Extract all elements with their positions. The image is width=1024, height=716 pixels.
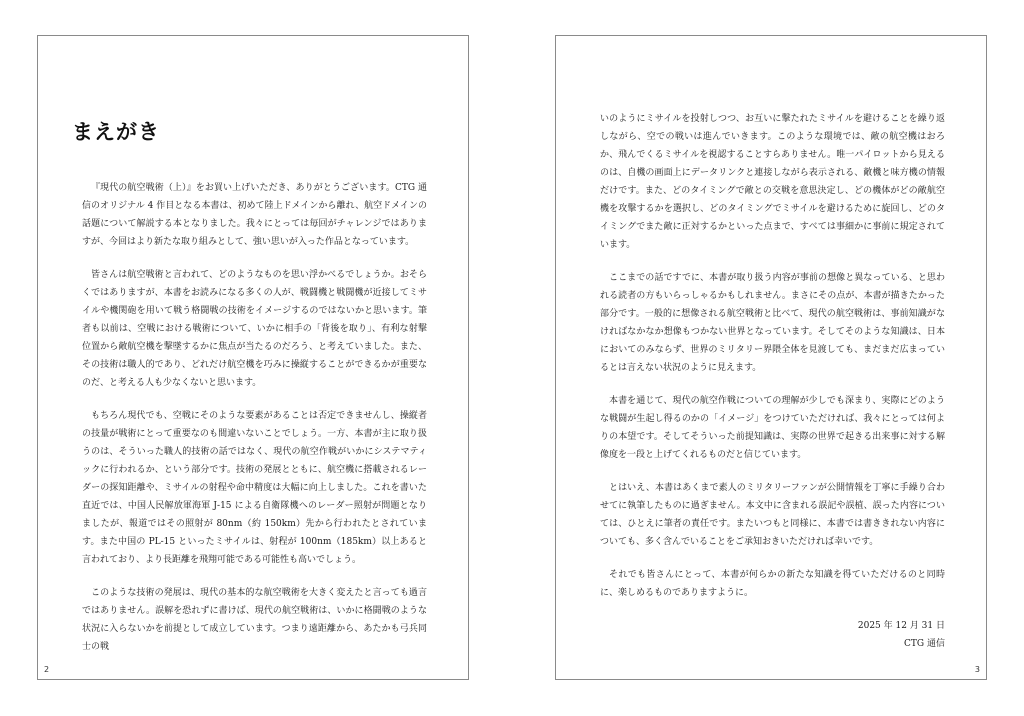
right-page bbox=[555, 35, 987, 680]
page-number: 3 bbox=[974, 665, 980, 674]
paragraph: 皆さんは航空戦術と言われて、どのようなものを思い浮かべるでしょうか。おそらくではありますが、本書をお読みになる多くの人が、戦闘機と戦闘機が近接してミサイルや機関砲を用いて戦う格闘戦の技術をイメージするのではないかと思います。筆者も以前は、空戦における戦術について、いかに相手の「背後を取り」、有利な射撃位置から敵航空機を撃墜するかに焦点が当たるのだろう、と考えていました。また、その技術は職人的であり、どれだけ航空機を巧みに操縦することができるかが重要なのだ、と考える人も少なくないと思います。 bbox=[82, 270, 427, 388]
signature-author: CTG 通信 bbox=[904, 639, 945, 649]
page-title: まえがき bbox=[72, 119, 160, 144]
paragraph: このような技術の発展は、現代の基本的な航空戦術を大きく変えたと言っても過言ではありません。誤解を恐れずに書けば、現代の航空戦術は、いかに格闘戦のような状況に入らないかを前提として成立しています。つまり遠距離から、あたかも弓兵同士の戦 bbox=[82, 588, 427, 652]
paragraph: それでも皆さんにとって、本書が何らかの新たな知識を得ていただけるのと同時に、楽しめるものでありますように。 bbox=[600, 570, 945, 598]
paragraph: 『現代の航空戦術（上）』をお買い上げいただき、ありがとうございます。CTG 通信のオリジナル 4 作目となる本書は、初めて陸上ドメインから離れ、航空ドメインの話題について解説する本となりました。我々にとっては毎回がチャレンジではありますが、今回はより新たな取り組みとして、強い思いが入った作品となっています。 bbox=[82, 183, 427, 247]
page-number: 2 bbox=[44, 665, 50, 674]
paragraph: もちろん現代でも、空戦にそのような要素があることは否定できませんし、操縦者の技量が戦術にとって重要なのも間違いないことでしょう。一方、本書が主に取り扱うのは、そういった職人的技術の話ではなく、現代の航空作戦がいかにシステマティックに行われるか、という部分です。技術の発展とともに、航空機に搭載されるレーダーの探知距離や、ミサイルの射程や命中精度は大幅に向上しました。これを書いた直近では、中国人民解放軍海軍 J-15 による自衛隊機へのレーダー照射が問題となりましたが、報道ではその照射が 80nm（約 150km）先から行われたとされています。また中国の PL-15 といったミサイルは、射程が 100nm（185km）以上あると言われており、より長距離を飛翔可能である可能性も高いでしょう。 bbox=[82, 411, 427, 565]
paragraph: いのようにミサイルを投射しつつ、お互いに撃たれたミサイルを避けることを繰り返しながら、空での戦いは進んでいきます。このような環境では、敵の航空機はおろか、飛んでくるミサイルを視認することすらありません。唯一パイロットから見えるのは、自機の画面上にデータリンクと連接しながら表示される、敵機と味方機の情報だけです。また、どのタイミングで敵との交戦を意思決定し、どの機体がどの敵航空機を攻撃するかを選択し、どのタイミングでミサイルを避けるために旋回し、どのタイミングでまた敵に正対するかといった点まで、すべては事細かに事前に規定されています。 bbox=[600, 114, 945, 250]
right-page-body bbox=[600, 110, 945, 653]
paragraph: ここまでの話ですでに、本書が取り扱う内容が事前の想像と異なっている、と思われる読者の方もいらっしゃるかもしれません。まさにその点が、本書が描きたかった部分です。一般的に想像される航空戦術と比べて、現代の航空戦術は、事前知識がなければなかなか想像もつかない世界となっています。そしてそのような知識は、日本においてのみならず、世界のミリタリー界隈全体を見渡しても、まだまだ広まっているとは言えない状況のように見えます。 bbox=[600, 273, 945, 373]
paragraph: 本書を通じて、現代の航空作戦についての理解が少しでも深まり、実際にどのような戦闘が生起し得るのかの「イメージ」をつけていただければ、我々にとっては何よりの本望です。そしてそういった前提知識は、実際の世界で起きる出来事に対する解像度を一段と上げてくれるものだと信じています。 bbox=[600, 396, 945, 460]
paragraph: とはいえ、本書はあくまで素人のミリタリーファンが公開情報を丁寧に手繰り合わせてに執筆したものに過ぎません。本文中に含まれる誤記や誤植、誤った内容については、ひとえに筆者の責任です。またいつもと同様に、本書では書ききれない内容についても、多く含んでいることをご承知おきいただければ幸いです。 bbox=[600, 483, 945, 547]
left-page-body bbox=[82, 179, 427, 671]
left-page bbox=[37, 35, 469, 680]
signature-date: 2025 年 12 月 31 日 bbox=[857, 621, 945, 631]
